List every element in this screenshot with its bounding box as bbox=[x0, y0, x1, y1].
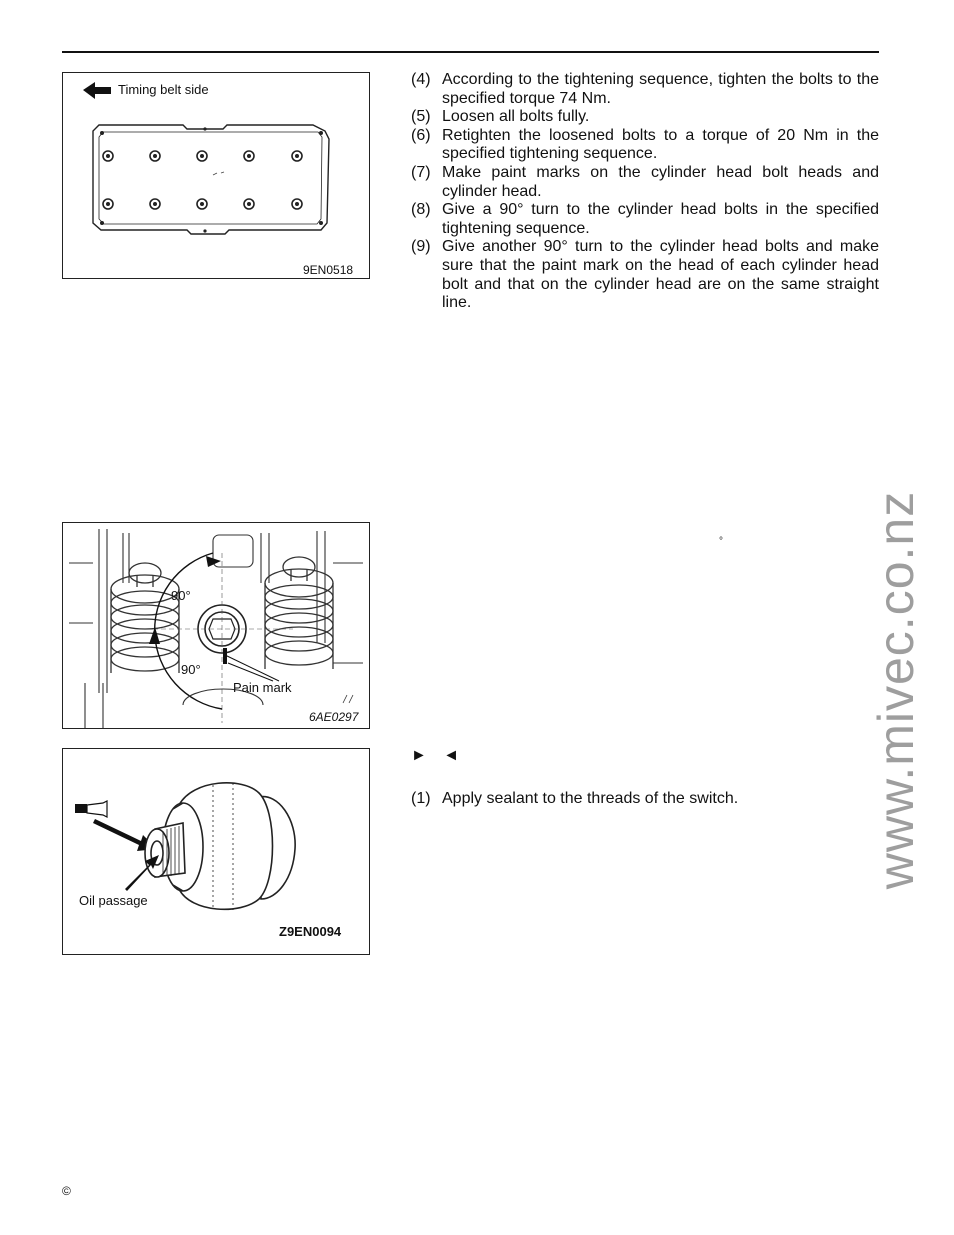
steps-bottom bbox=[411, 790, 879, 809]
step-number: (4) bbox=[411, 71, 431, 88]
step-text: Loosen all bolts fully. bbox=[442, 108, 590, 126]
figure-code: 6AE0297 bbox=[309, 710, 359, 724]
figure-oil-switch bbox=[62, 748, 370, 955]
degree-symbol: ° bbox=[719, 536, 723, 547]
valve-spring-right bbox=[265, 557, 333, 669]
step-number: (9) bbox=[411, 238, 431, 256]
valve-spring-left bbox=[111, 563, 179, 673]
arrow-left-icon bbox=[83, 82, 111, 99]
step-number: (5) bbox=[411, 108, 431, 126]
angle-label-lower: 90° bbox=[181, 662, 201, 677]
angle-label-upper: 90° bbox=[171, 588, 191, 603]
copyright-symbol: © bbox=[62, 1184, 71, 1198]
figure-bolt-sequence bbox=[62, 72, 370, 279]
step-number: (6) bbox=[411, 126, 431, 144]
step-number: (1) bbox=[411, 790, 431, 807]
step-text: Apply sealant to the threads of the switch. bbox=[442, 790, 739, 807]
oil-passage-label: Oil passage bbox=[79, 893, 148, 908]
timing-belt-label: Timing belt side bbox=[118, 82, 209, 97]
step-number: (7) bbox=[411, 163, 431, 181]
section-marks: ► ◄ bbox=[411, 747, 466, 764]
step-text: Give a 90° turn to the cylinder head bolts in the specified tightening sequence. bbox=[442, 201, 879, 237]
switch-body bbox=[145, 783, 295, 910]
figure-code: 9EN0518 bbox=[303, 263, 354, 277]
step-item bbox=[411, 164, 879, 201]
bolt-markers bbox=[103, 151, 302, 209]
paint-mark-label: Pain mark bbox=[233, 680, 292, 695]
bolt-rotation-diagram bbox=[63, 523, 369, 728]
step-item bbox=[411, 127, 879, 164]
step-text: According to the tightening sequence, tighten the bolts to the specified torque 74 Nm. bbox=[442, 71, 879, 107]
step-item bbox=[411, 790, 879, 809]
step-text: Give another 90° turn to the cylinder head bolts and make sure that the paint mark on the head of each cylinder head bolt and that on the cylinder head are on the same straight line. bbox=[442, 238, 879, 312]
step-text: Retighten the loosened bolts to a torque of 20 Nm in the specified tightening sequence. bbox=[442, 126, 879, 163]
watermark-text: www.mivec.co.nz bbox=[868, 490, 924, 890]
step-item bbox=[411, 108, 879, 127]
step-number: (8) bbox=[411, 201, 431, 219]
steps-top bbox=[411, 71, 879, 313]
step-item bbox=[411, 71, 879, 108]
arrow-up-icon bbox=[149, 627, 160, 644]
step-item bbox=[411, 238, 879, 312]
sealant-tube-icon bbox=[75, 801, 107, 817]
cylinder-head-diagram bbox=[63, 73, 369, 278]
top-rule bbox=[62, 51, 879, 53]
figure-code: Z9EN0094 bbox=[279, 924, 342, 939]
step-item bbox=[411, 201, 879, 238]
figure-bolt-rotation bbox=[62, 522, 370, 729]
step-text: Make paint marks on the cylinder head bolt heads and cylinder head. bbox=[442, 163, 879, 200]
